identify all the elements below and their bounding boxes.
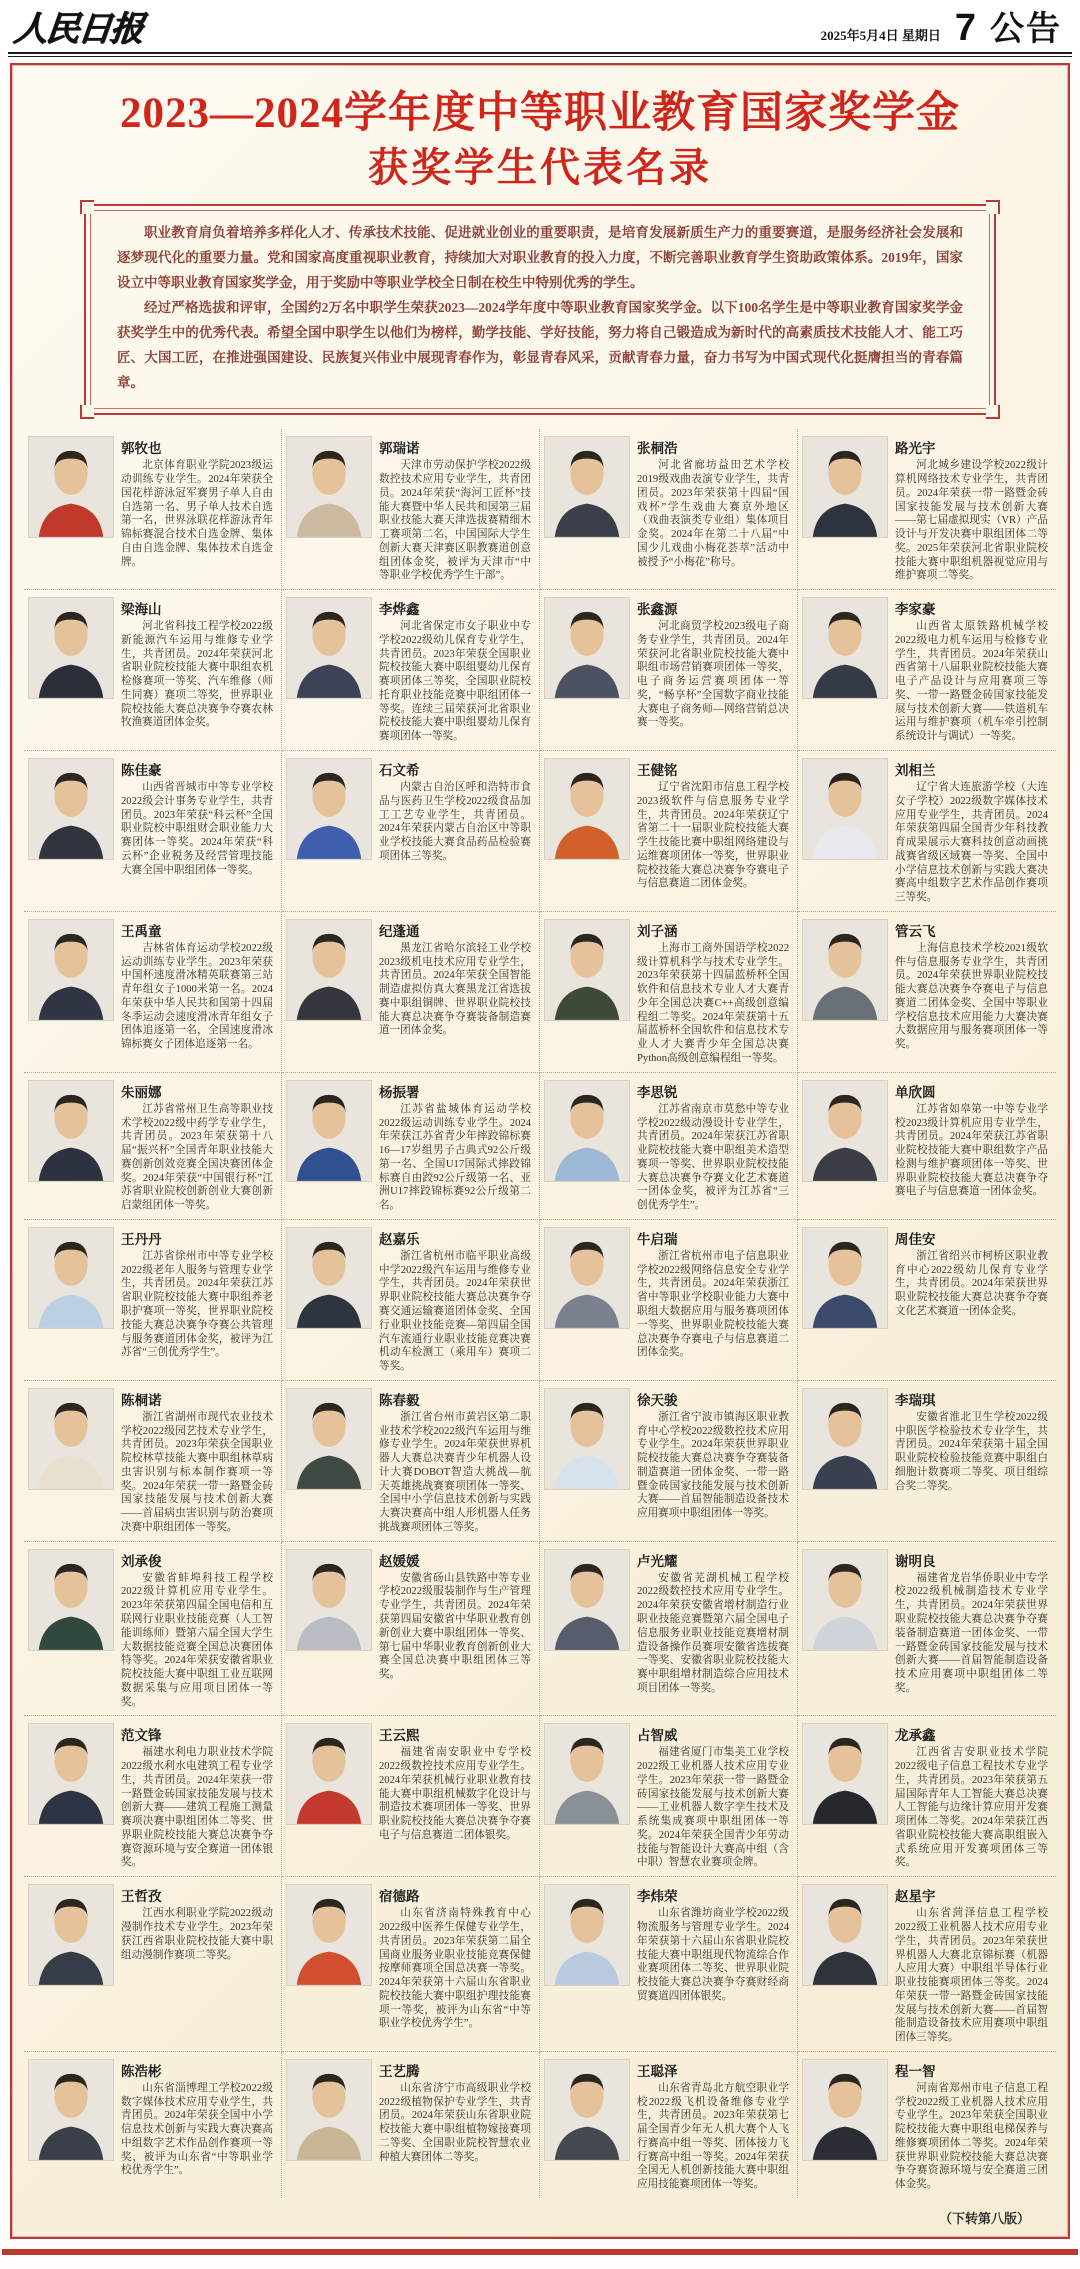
student-bio: 江苏省南京市莫愁中等专业学校2022级动漫设计专业学生，共青团员。2024年荣获江苏省职业院校技能大赛中职组美术造型赛项一等奖、世界职业院校技能大赛总决赛争夺赛文化艺术赛道一团体金奖，被评为江苏省“三创优秀学生”。 [637, 1103, 789, 1212]
student-bio: 河北省廊坊益田艺术学校2019级戏曲表演专业学生，共青团员。2023年荣获第十四届“国戏杯”学生戏曲大赛京外地区（戏曲表演类专业组）集体项目金奖。2024年在第二十八届“中国少儿戏曲小梅花荟萃”活动中被授予“小梅花”称号。 [637, 460, 789, 568]
student-bio: 浙江省台州市黄岩区第二职业技术学校2022级汽车运用与维修专业学生。2024年荣获世界机器人大赛总决赛青少年机器人设计大赛DOBOT智造大挑战—航天英雄挑战赛赛项团体一等奖、全国中小学信息技术创新与实践大赛决赛高中组人形机器人任务挑战赛项团体三等奖。 [379, 1411, 531, 1533]
student-entry [24, 2052, 282, 2198]
bottom-red-band [2, 2249, 1078, 2255]
student-bio: 浙江省绍兴市柯桥区职业教育中心2022级幼儿保育专业学生，共青团员。2024年荣获世界职业院校技能大赛总决赛争夺赛文化艺术赛道一团体金奖。 [895, 1250, 1048, 1317]
student-name: 朱丽娜 [121, 1084, 162, 1100]
student-bio: 辽宁省大连旅游学校（大连女子学校）2022级数字媒体技术应用专业学生，共青团员。2024年荣获第四届全国青少年科技教育成果展示大赛科技创意动画挑战赛省级区域赛一等奖、全国中小学信息技术创新与实践大赛决赛高中组数字艺术作品创作赛项三等奖。 [895, 782, 1048, 904]
student-entry [282, 1877, 540, 2052]
student-entry [798, 1877, 1056, 2052]
student-bio: 福建水利电力职业技术学院2022级水利水电建筑工程专业学生，共青团员。2024年荣获一带一路暨金砖国家技能发展与技术创新大赛——建筑工程施工测量赛项决赛中职组团体二等奖、世界职业院校技能大赛总决赛争夺赛资源环境与安全赛道一团体银奖。 [121, 1747, 273, 1869]
student-name: 陈春毅 [379, 1392, 420, 1408]
student-entry [24, 1542, 282, 1717]
student-entry [540, 1381, 798, 1542]
student-name: 周佳安 [895, 1231, 936, 1247]
student-name: 石文希 [379, 763, 420, 778]
student-bio: 安徽省淮北卫生学校2022级中职医学检验技术专业学生，共青团员。2024年荣获第十届全国职业院校检验技能竞赛中职组白细胞计数赛项二等奖、项目组综合奖二等奖。 [895, 1411, 1048, 1492]
student-bio: 辽宁省沈阳市信息工程学校2023级软件与信息服务专业学生，共青团员。2024年荣获辽宁省第二十一届职业院校技能大赛学生技能比赛中职组网络建设与运维赛项团体一等奖，世界职业院校技能大赛总决赛争夺赛电子与信息赛道二团体金奖。 [637, 782, 789, 890]
student-name: 程一智 [895, 2063, 936, 2079]
student-photo [544, 2059, 630, 2161]
student-name: 郭牧也 [121, 441, 162, 457]
student-photo [286, 1227, 372, 1329]
masthead-rule [8, 52, 1072, 57]
student-name: 赵星宇 [895, 1889, 936, 1905]
continuation-note: （下转第八版） [938, 2211, 1030, 2227]
student-photo [802, 2059, 888, 2161]
student-bio: 江苏省盐城体育运动学校2022级运动训练专业学生。2024年荣获江苏省青少年摔跤锦标赛16—17岁组男子古典式92公斤级第一名、全国U17国际式摔跤锦标赛自由跤92公斤级第一名、亚洲U17摔跤锦标赛92公斤级第二名。 [379, 1103, 531, 1212]
student-entry [24, 1073, 282, 1220]
student-entry [540, 590, 798, 751]
student-photo [802, 919, 888, 1021]
student-bio: 山西省晋城市中等专业学校2022级会计事务专业学生，共青团员。2023年荣获“科云杯”全国职业院校中职组财会职业能力大赛团体一等奖。2024年荣获“科云杯”企业税务及经营管理技能大赛全国中职组团体一等奖。 [121, 782, 273, 876]
student-photo [802, 1080, 888, 1182]
student-photo [544, 597, 630, 699]
student-photo [28, 1549, 114, 1651]
student-bio: 浙江省杭州市临平职业高级中学2022级汽车运用与维修专业学生，共青团员。2024年荣获世界职业院校技能大赛总决赛争夺赛交通运输赛道团体金奖、全国行业职业技能竞赛—第四届全国汽车流通行业职业技能竞赛决赛机动车检测工（乘用车）赛项二等奖。 [379, 1250, 531, 1373]
student-photo [28, 2059, 114, 2161]
student-photo [28, 1388, 114, 1490]
student-entry [282, 590, 540, 751]
student-entry [24, 590, 282, 751]
title-line-1: 2023—2024学年度中等职业教育国家奖学金 [120, 90, 960, 137]
student-name: 杨振署 [379, 1084, 420, 1100]
student-name: 卢光耀 [637, 1553, 678, 1569]
student-photo [28, 919, 114, 1021]
masthead [0, 0, 1080, 52]
intro-paragraph-2: 经过严格选拔和评审，全国约2万名中职学生荣获2023—2024学年度中等职业教育国家奖学金。以下100名学生是中等职业教育国家奖学金获奖学生中的优秀代表。希望全国中职学生以他们为榜样，勤学技能、学好技能，努力将自己锻造成为新时代的高素质技术技能人才、能工巧匠、大国工匠，在推进强国建设、民族复兴伟业中展现青春作为，彰显青春风采，贡献青春力量，奋力书写为中国式现代化挺膺担当的青春篇章。 [117, 300, 963, 391]
student-photo [802, 1388, 888, 1490]
student-photo [544, 919, 630, 1021]
student-entry [282, 1381, 540, 1542]
student-name: 谢明良 [895, 1553, 936, 1569]
student-entry [24, 912, 282, 1073]
student-name: 陈桐诺 [121, 1392, 162, 1408]
student-photo [28, 436, 114, 538]
student-bio: 天津市劳动保护学校2022级数控技术应用专业学生，共青团员。2024年荣获“海河工匠杯”技能大赛暨中华人民共和国第三届职业技能大赛天津选拔赛精细木工赛项第二名，中国国际大学生创新大赛天津赛区职教赛道创意组团体金奖，被评为天津市“中等职业学校优秀学生干部”。 [379, 460, 531, 582]
student-entry [798, 751, 1056, 912]
student-photo [286, 597, 372, 699]
student-photo [28, 1080, 114, 1182]
student-name: 单欣圆 [895, 1084, 936, 1100]
student-entry [540, 2052, 798, 2198]
student-bio: 安徽省蚌埠科技工程学校2022级计算机应用专业学生。2023年荣获第四届全国电信和互联网行业职业技能竞赛（人工智能训练师）暨第六届全国大学生大数据技能竞赛全国总决赛团体特等奖。2024年荣获安徽省职业院校技能大赛中职组工业互联网数据采集与应用项目团体一等奖。 [121, 1572, 273, 1708]
student-name: 路光宇 [895, 441, 936, 457]
student-bio: 安徽省砀山县铁路中等专业学校2022级服装制作与生产管理专业学生，共青团员。2024年荣获第四届安徽省中华职业教育创新创业大赛中职组团体一等奖、第七届中华职业教育创新创业大赛全国总决赛中职组团体三等奖。 [379, 1572, 531, 1681]
student-entry [540, 1073, 798, 1220]
student-photo [544, 1227, 630, 1329]
student-entry [540, 751, 798, 912]
student-bio: 河北省保定市女子职业中专学校2022级幼儿保育专业学生，共青团员。2023年荣获全国职业院校技能大赛中职组婴幼儿保育赛项团体三等奖，全国职业院校托育职业技能竞赛中职组团体一等奖。连续三届荣获河北省职业院校技能大赛中职组婴幼儿保育赛项团体一等奖。 [379, 621, 531, 743]
page-title [24, 89, 1056, 192]
page-number: 7 [954, 7, 976, 49]
student-photo [286, 1080, 372, 1182]
student-entry [540, 429, 798, 590]
student-bio: 北京体育职业学院2023级运动训练专业学生。2024年荣获全国花样游泳冠军赛男子单人自由自选第一名、男子单人技术自选第一名，世界泳联花样游泳青年锦标赛混合技术自选金牌、集体自由自选金牌、集体技术自选金牌。 [121, 460, 273, 568]
student-name: 王艺腾 [379, 2063, 420, 2079]
issue-date: 2025年5月4日 星期日 [820, 28, 941, 43]
student-name: 纪蓬通 [379, 923, 420, 939]
student-bio: 河北城乡建设学校2022级计算机网络技术专业学生，共青团员。2024年荣获一带一路暨金砖国家技能发展与技术创新大赛——第七届虚拟现实（VR）产品设计与开发决赛中职组团体二等奖。2025年荣获河北省职业院校技能大赛中职组机器视觉应用与维护赛项二等奖。 [895, 460, 1048, 582]
student-photo [544, 1080, 630, 1182]
student-bio: 江西水利职业学院2022级动漫制作技术专业学生。2023年荣获江西省职业院校技能大赛中职组动漫制作赛项二等奖。 [121, 1908, 273, 1961]
student-photo [544, 1388, 630, 1490]
student-photo [802, 597, 888, 699]
student-name: 王禹童 [121, 923, 162, 939]
student-bio: 吉林省体育运动学校2022级运动训练专业学生。2023年荣获中国杯速度滑冰精英联赛第三站青年组女子1000米第一名。2024年荣获中华人民共和国第十四届冬季运动会速度滑冰青年组女子团体追逐第一名，全国速度滑冰锦标赛女子团体追逐第一名。 [121, 942, 273, 1051]
student-entry [798, 1381, 1056, 1542]
student-photo [28, 1227, 114, 1329]
student-photo [286, 1723, 372, 1825]
frame-corner-ornament [986, 200, 1000, 214]
student-entry [798, 1716, 1056, 1877]
students-grid [24, 429, 1056, 2198]
student-bio: 浙江省宁波市镇海区职业教育中心学校2022级数控技术应用专业学生。2024年荣获世界职业院校技能大赛总决赛争夺赛装备制造赛道一团体金奖、一带一路暨金砖国家技能发展与技术创新大赛——首届智能制造设备技术应用赛项中职组团体一等奖。 [637, 1411, 789, 1520]
student-entry [540, 1877, 798, 2052]
student-name: 王丹丹 [121, 1231, 162, 1247]
student-bio: 山东省济宁市高级职业学校2022级植物保护专业学生，共青团员。2024年荣获山东省职业院校技能大赛中职组植物嫁接赛项二等奖、全国职业院校智慧农业种植大赛团体二等奖。 [379, 2082, 531, 2163]
student-bio: 福建省南安职业中专学校2022级数控技术应用专业学生。2024年荣获机械行业职业教育技能大赛中职组机械数字化设计与制造技术赛项团体一等奖、世界职业院校技能大赛总决赛争夺赛电子与信息赛道二团体银奖。 [379, 1747, 531, 1841]
student-entry [24, 751, 282, 912]
student-entry [24, 1381, 282, 1542]
student-entry [798, 912, 1056, 1073]
student-name: 赵媛媛 [379, 1553, 420, 1569]
student-name: 占智威 [637, 1728, 678, 1744]
student-photo [544, 436, 630, 538]
student-photo [28, 597, 114, 699]
student-name: 梁海山 [121, 602, 162, 618]
student-name: 徐天骏 [637, 1392, 678, 1408]
student-photo [286, 758, 372, 860]
student-name: 郭瑞诺 [379, 441, 420, 457]
student-entry [798, 429, 1056, 590]
student-name: 王哲孜 [121, 1889, 162, 1905]
student-name: 陈佳豪 [121, 763, 162, 778]
student-bio: 江苏省如皋第一中等专业学校2023级计算机应用专业学生，共青团员。2024年荣获江苏省职业院校技能大赛中职组数字产品检测与维护赛项团体一等奖、世界职业院校技能大赛总决赛争夺赛电子与信息赛道一团体金奖。 [895, 1103, 1048, 1198]
student-entry [540, 912, 798, 1073]
student-entry [540, 1716, 798, 1877]
student-name: 李思锐 [637, 1084, 678, 1100]
student-entry [282, 1542, 540, 1717]
frame-corner-ornament [80, 405, 94, 419]
student-entry [282, 2052, 540, 2198]
student-bio: 河南省郑州市电子信息工程学校2022级工业机器人技术应用专业学生。2023年荣获全国职业院校技能大赛中职组电梯保养与维修赛项团体二等奖。2024年荣获世界职业院校技能大赛总决赛争夺赛资源环境与安全赛道三团体金奖。 [895, 2082, 1048, 2191]
student-name: 范文锋 [121, 1728, 162, 1744]
student-entry [798, 1073, 1056, 1220]
student-name: 李炜荣 [637, 1889, 678, 1905]
student-bio: 浙江省湖州市现代农业技术学校2022级园艺技术专业学生，共青团员。2023年荣获全国职业院校林草技能大赛中职组林草病虫害识别与标本制作赛项一等奖。2024年荣获一带一路暨金砖国家技能发展与技术创新大赛——首届病虫害识别与防治赛项决赛中职组团体一等奖。 [121, 1411, 273, 1533]
student-entry [282, 1220, 540, 1381]
title-line-2: 获奖学生代表名录 [368, 145, 712, 191]
student-name: 陈浩彬 [121, 2063, 162, 2079]
student-name: 牛启瑞 [637, 1231, 678, 1247]
student-name: 王健铭 [637, 763, 678, 778]
student-name: 张鑫源 [637, 602, 678, 618]
student-name: 李烨鑫 [379, 602, 420, 618]
student-bio: 山东省淄博理工学校2022级数字媒体技术应用专业学生，共青团员。2024年荣获全国中小学信息技术创新与实践大赛决赛高中组数字艺术作品创作赛项一等奖，被评为山东省“中等职业学校优秀学生”。 [121, 2082, 273, 2177]
student-entry [24, 429, 282, 590]
student-entry [798, 590, 1056, 751]
student-photo [286, 1388, 372, 1490]
student-photo [286, 1549, 372, 1651]
student-entry [282, 429, 540, 590]
student-name: 刘子涵 [637, 923, 678, 939]
student-name: 张桐浩 [637, 441, 678, 457]
student-photo [544, 1549, 630, 1651]
student-bio: 江苏省常州卫生高等职业技术学校2022级中药学专业学生，共青团员。2023年荣获第十八届“振兴杯”全国青年职业技能大赛创新创效竞赛全国决赛团体金奖。2024年荣获“中国银行杯”江苏省职业院校创新创业大赛创新启蒙组团体一等奖。 [121, 1103, 273, 1212]
student-name: 刘承俊 [121, 1553, 162, 1569]
student-bio: 上海市工商外国语学校2022级计算机科学与技术专业学生。2023年荣获第十四届蓝桥杯全国软件和信息技术专业人才大赛青少年全国总决赛C++高级创意编程组二等奖。2024年荣获第十五届蓝桥杯全国软件和信息技术专业人才大赛青少年全国总决赛Python高级创意编程组一等奖。 [637, 942, 789, 1065]
student-bio: 山东省济南特殊教育中心2022级中医养生保健专业学生，共青团员。2023年荣获第二届全国商业服务业职业技能竞赛保健按摩师赛项全国总决赛一等奖。2024年荣获第十六届山东省职业院校技能大赛中职组护理技能赛项一等奖，被评为山东省“中等职业学校优秀学生”。 [379, 1908, 531, 2030]
student-name: 龙承鑫 [895, 1728, 936, 1744]
student-name: 李瑞琪 [895, 1392, 936, 1408]
student-bio: 江苏省徐州市中等专业学校2022级老年人服务与管理专业学生，共青团员。2024年荣获江苏省职业院校技能大赛中职组养老职护赛项一等奖，世界职业院校技能大赛总决赛争夺赛公共管理与服务赛道团体金奖，被评为江苏省“三创优秀学生”。 [121, 1250, 273, 1359]
student-photo [802, 436, 888, 538]
student-photo [802, 1227, 888, 1329]
student-entry [282, 751, 540, 912]
student-bio: 福建省龙岩华侨职业中专学校2022级机械制造技术专业学生，共青团员。2024年荣获世界职业院校技能大赛总决赛争夺赛装备制造赛道一团体金奖、一带一路暨金砖国家技能发展与技术创新大赛——首届智能制造设备技术应用赛项中职组团体二等奖。 [895, 1572, 1048, 1694]
student-photo [802, 758, 888, 860]
student-photo [28, 1723, 114, 1825]
student-photo [544, 1884, 630, 1986]
student-entry [282, 1716, 540, 1877]
intro-paragraph-1: 职业教育肩负着培养多样化人才、传承技术技能、促进就业创业的重要职责，是培育发展新质生产力的重要赛道，是服务经济社会发展和逐梦现代化的重要力量。党和国家高度重视职业教育，持续加大对职业教育的投入力度，不断完善职业教育学生资助政策体系。2019年，国家设立中等职业教育国家奖学金，用于奖励中等职业学校全日制在校生中特别优秀的学生。 [117, 225, 963, 291]
student-entry [798, 1220, 1056, 1381]
student-photo [28, 758, 114, 860]
student-photo [802, 1884, 888, 1986]
student-entry [540, 1542, 798, 1717]
student-bio: 福建省厦门市集美工业学校2022级工业机器人技术应用专业学生。2023年荣获一带一路暨金砖国家技能发展与技术创新大赛——工业机器人数字孪生技术及系统集成赛项中职组团体一等奖。2024年荣获全国青少年劳动技能与智能设计大赛高中组（含中职）智慧农业赛项金牌。 [637, 1747, 789, 1869]
student-photo [544, 758, 630, 860]
content-frame [10, 63, 1070, 2239]
student-photo [28, 1884, 114, 1986]
student-photo [286, 1884, 372, 1986]
frame-corner-ornament [986, 405, 1000, 419]
student-entry [24, 1716, 282, 1877]
student-bio: 上海信息技术学校2021级软件与信息服务专业学生，共青团员。2024年荣获世界职业院校技能大赛总决赛争夺赛电子与信息赛道二团体金奖、全国中等职业学校信息技术应用能力大赛决赛大数据应用与服务赛项团体一等奖。 [895, 942, 1048, 1051]
student-name: 管云飞 [895, 923, 936, 939]
newspaper-logo: 人民日报 [11, 9, 144, 49]
section-name: 公告 [990, 11, 1062, 48]
frame-corner-ornament [80, 200, 94, 214]
student-entry [540, 1220, 798, 1381]
student-name: 宿德路 [379, 1889, 420, 1905]
student-entry [24, 1877, 282, 2052]
student-bio: 山东省青岛北方航空职业学校2022级飞机设备维修专业学生，共青团员。2023年荣获第七届全国青少年无人机大赛个人飞行赛高中组一等奖、团体接力飞行赛高中组一等奖。2024年荣获全国无人机创新技能大赛中职组应用技能赛项团体一等奖。 [637, 2082, 789, 2191]
student-bio: 山西省太原铁路机械学校2022级电力机车运用与检修专业学生，共青团员。2024年荣获山西省第十八届职业院校技能大赛电子产品设计与应用赛项三等奖、一带一路暨金砖国家技能发展与技术创新大赛——铁道机车运用与维护赛项（机车牵引控制系统设计与调试）一等奖。 [895, 621, 1048, 743]
student-photo [544, 1723, 630, 1825]
student-photo [286, 919, 372, 1021]
student-bio: 河北省科技工程学校2022级新能源汽车运用与维修专业学生，共青团员。2024年荣获河北省职业院校技能大赛中职组农机检修赛项一等奖、汽车维修（师生同赛）赛项二等奖，世界职业院校技能大赛总决赛争夺赛农林牧渔赛道团体金奖。 [121, 621, 273, 729]
student-entry [798, 1542, 1056, 1717]
student-bio: 江西省吉安职业技术学院2022级电子信息工程技术专业学生，共青团员。2023年荣获第五届国际青年人工智能大赛总决赛人工智能与边缘计算应用开发赛项团体二等奖。2024年荣获江西省职业院校技能大赛高职组嵌入式系统应用开发赛项团体三等奖。 [895, 1747, 1048, 1869]
student-photo [802, 1549, 888, 1651]
student-name: 李家豪 [895, 602, 936, 618]
student-bio: 浙江省杭州市电子信息职业学校2022级网络信息安全专业学生，共青团员。2024年荣获浙江省中等职业学校职业能力大赛中职组大数据应用与服务赛项团体一等奖、世界职业院校技能大赛总决赛争夺赛电子与信息赛道二团体金奖。 [637, 1250, 789, 1359]
student-entry [798, 2052, 1056, 2198]
student-entry [282, 912, 540, 1073]
student-entry [282, 1073, 540, 1220]
student-name: 王聪泽 [637, 2063, 678, 2079]
intro-box [84, 204, 996, 415]
student-photo [286, 436, 372, 538]
student-photo [286, 2059, 372, 2161]
student-bio: 河北商贸学校2023级电子商务专业学生，共青团员。2024年荣获河北省职业院校技能大赛中职组市场营销赛项团体一等奖，电子商务运营赛项团体一等奖，“畅享杯”全国数字商业技能大赛电子商务师—网络营销总决赛一等奖。 [637, 621, 789, 729]
student-photo [802, 1723, 888, 1825]
student-bio: 黑龙江省哈尔滨轻工业学校2023级机电技术应用专业学生，共青团员。2024年荣获全国智能制造虚拟仿真大赛黑龙江省选拔赛中职组铜牌、世界职业院校技能大赛总决赛争夺赛装备制造赛道一团体金奖。 [379, 942, 531, 1037]
student-entry [24, 1220, 282, 1381]
student-name: 王云熙 [379, 1728, 420, 1744]
student-name: 刘相兰 [895, 763, 936, 778]
student-bio: 山东省菏泽信息工程学校2022级工业机器人技术应用专业学生，共青团员。2023年荣获世界机器人大赛北京锦标赛（机器人应用大赛）中职组半导体行业职业技能赛项团体三等奖。2024年荣获一带一路暨金砖国家技能发展与技术创新大赛——首届智能制造设备技术应用赛项中职组团体三等奖。 [895, 1908, 1048, 2044]
student-bio: 内蒙古自治区呼和浩特市食品与医药卫生学校2022级食品加工工艺专业学生，共青团员。2024年荣获内蒙古自治区中等职业学校技能大赛食品药品检验赛项团体三等奖。 [379, 782, 531, 862]
student-bio: 山东省潍坊商业学校2022级物流服务与管理专业学生。2024年荣获第十六届山东省职业院校技能大赛中职组现代物流综合作业赛项团体二等奖、世界职业院校技能大赛总决赛争夺赛财经商贸赛道四团体银奖。 [637, 1908, 789, 2002]
student-bio: 安徽省芜湖机械工程学校2022级数控技术应用专业学生。2024年荣获安徽省增材制造行业职业技能竞赛暨第六届全国电子信息服务业职业技能竞赛增材制造设备操作员赛项安徽省选拔赛一等奖、安徽省职业院校技能大赛中职组增材制造综合应用技术项目团体一等奖。 [637, 1572, 789, 1694]
student-name: 赵嘉乐 [379, 1231, 420, 1247]
